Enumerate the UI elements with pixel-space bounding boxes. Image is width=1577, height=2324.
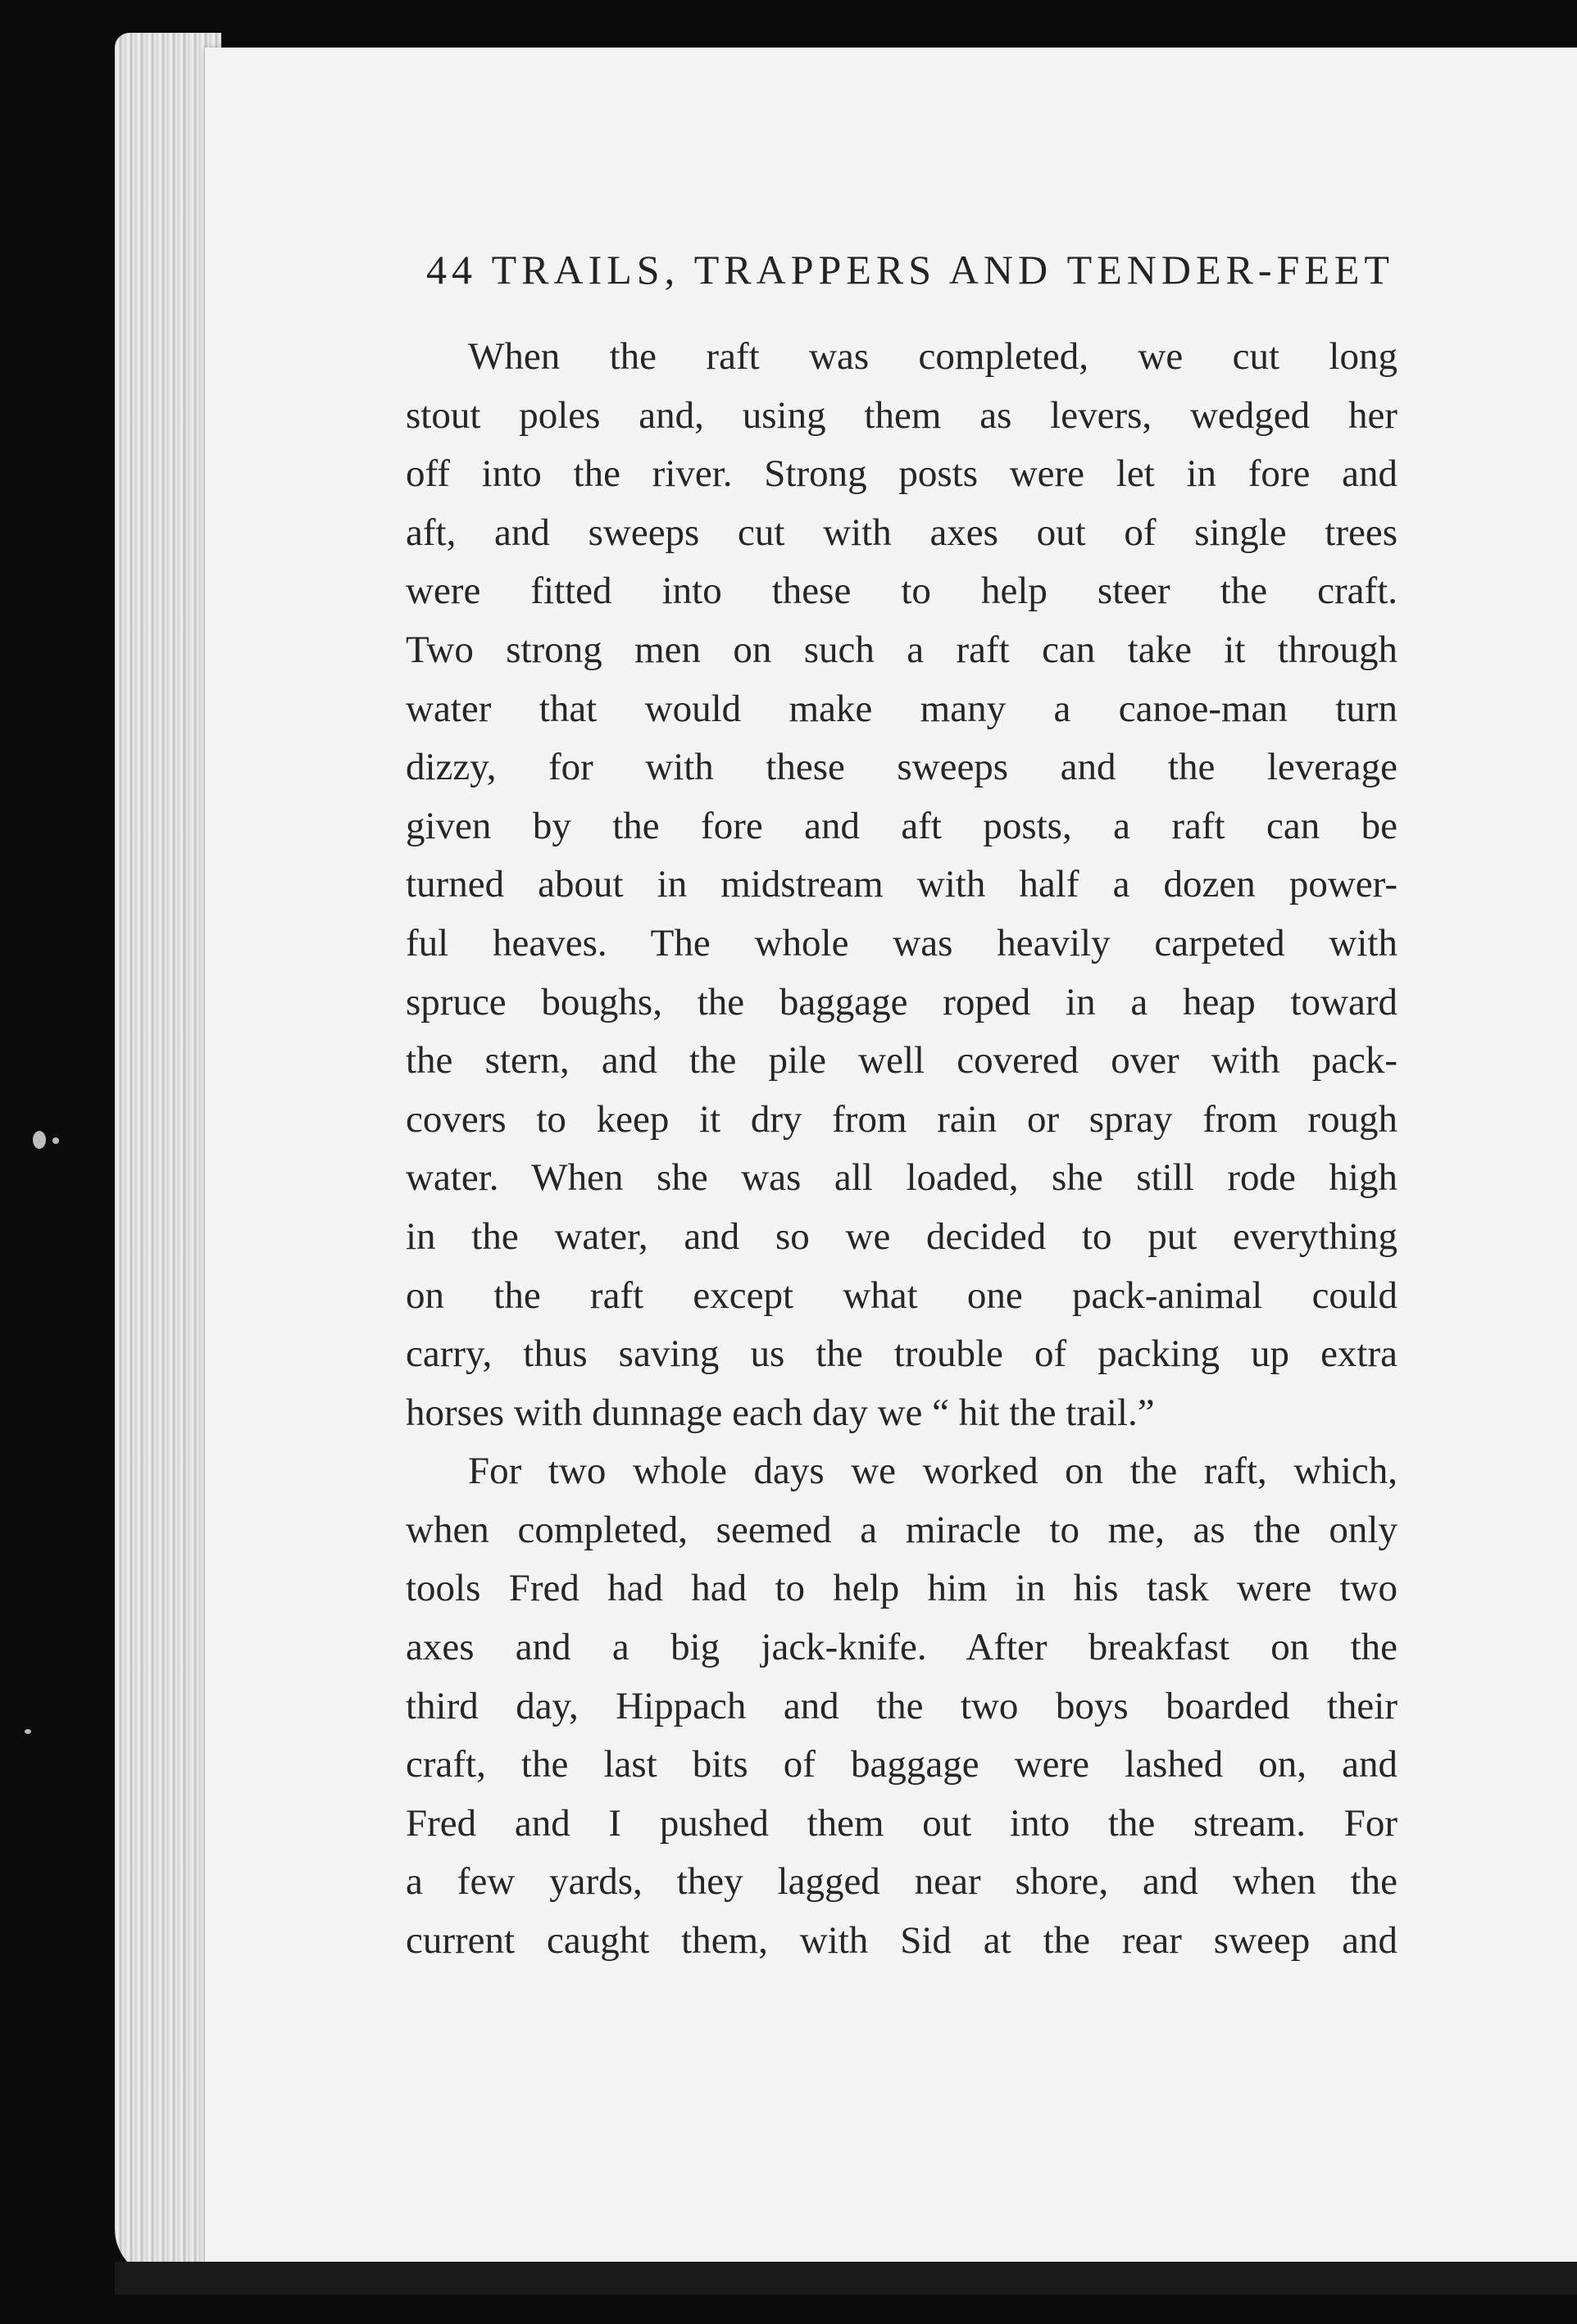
- dust-speck: [33, 1131, 46, 1149]
- text-line: aft, and sweeps cut with axes out of single trees: [406, 511, 1397, 554]
- text-line: in the water, and so we decided to put everything: [406, 1214, 1397, 1258]
- text-line: stout poles and, using them as levers, wedged her: [406, 393, 1397, 437]
- text-line: when completed, seemed a miracle to me, as the only: [406, 1508, 1397, 1551]
- dust-speck: [52, 1137, 59, 1144]
- text-line: ful heaves. The whole was heavily carpeted with: [406, 921, 1397, 965]
- running-head: 44 TRAILS, TRAPPERS AND TENDER-FEET: [426, 247, 1394, 293]
- text-line: horses with dunnage each day we “ hit the trail.”: [406, 1391, 1155, 1434]
- text-line: covers to keep it dry from rain or spray from rough: [406, 1097, 1397, 1141]
- text-line: third day, Hippach and the two boys boarded their: [406, 1684, 1397, 1727]
- text-line: on the raft except what one pack-animal could: [406, 1273, 1397, 1317]
- text-line: water that would make many a canoe-man turn: [406, 687, 1397, 730]
- text-line: the stern, and the pile well covered over with pack-: [406, 1039, 1397, 1083]
- text-line: given by the fore and aft posts, a raft can be: [406, 804, 1397, 847]
- text-line: spruce boughs, the baggage roped in a heap toward: [406, 980, 1397, 1024]
- text-line: carry, thus saving us the trouble of packing up extra: [406, 1332, 1397, 1376]
- text-line: turned about in midstream with half a dozen power-: [406, 863, 1397, 906]
- dust-speck: [25, 1729, 31, 1734]
- text-line: tools Fred had had to help him in his task were two: [406, 1567, 1397, 1610]
- binding-shadow: [115, 2262, 1577, 2294]
- text-line: a few yards, they lagged near shore, and when the: [406, 1860, 1397, 1904]
- text-line: When the raft was completed, we cut long: [468, 335, 1397, 378]
- text-line: craft, the last bits of baggage were lashed on, and: [406, 1743, 1397, 1786]
- text-line: For two whole days we worked on the raft, which,: [468, 1450, 1397, 1493]
- text-line: axes and a big jack-knife. After breakfast on the: [406, 1626, 1397, 1669]
- text-line: dizzy, for with these sweeps and the leverage: [406, 746, 1397, 789]
- text-line: current caught them, with Sid at the rear sweep and: [406, 1919, 1397, 1963]
- text-line: Fred and I pushed them out into the stream. For: [406, 1801, 1397, 1845]
- text-line: water. When she was all loaded, she still rode high: [406, 1156, 1397, 1200]
- body-text: [406, 328, 1397, 1971]
- text-line: were fitted into these to help steer the craft.: [406, 570, 1397, 613]
- text-line: off into the river. Strong posts were let in fore and: [406, 452, 1397, 496]
- text-line: Two strong men on such a raft can take it through: [406, 628, 1397, 671]
